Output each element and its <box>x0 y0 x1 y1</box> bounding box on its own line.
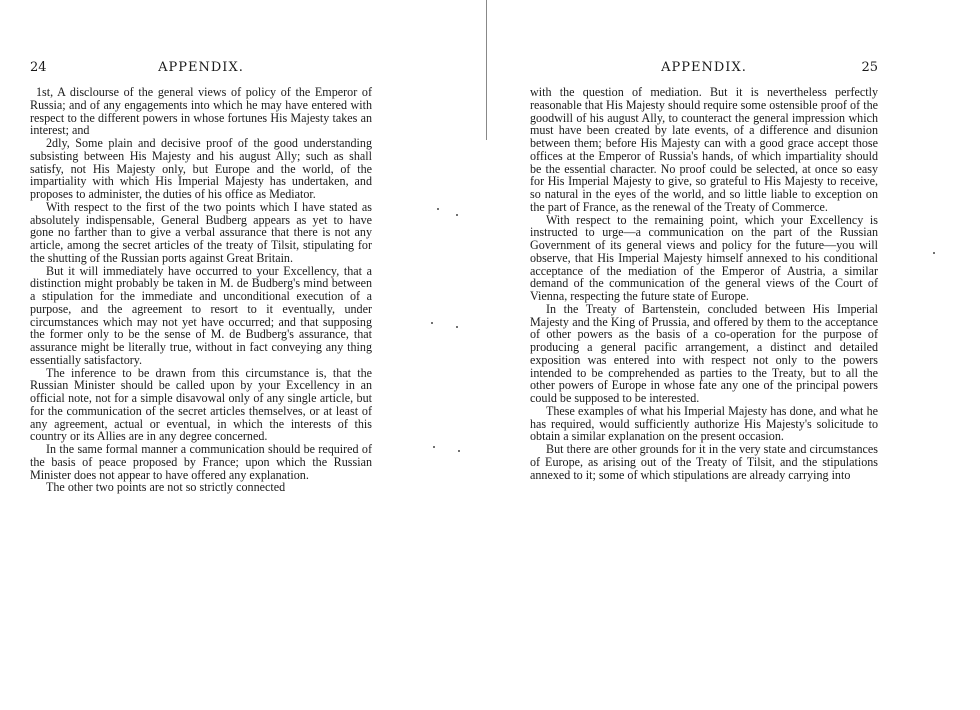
running-head: APPENDIX. <box>661 60 747 75</box>
paragraph: With respect to the first of the two points which I have stated as absolutely indispensable, General Budberg appears as yet to have gone no farther than to give a verbal assurance that there is not any article, among the secret articles of the treaty of Tilsit, stipulating for the shutting of the Russian ports against Great Britain. <box>30 199 372 265</box>
paragraph: The inference to be drawn from this circumstance is, that the Russian Minister should be called upon by your Excellency in an official note, not for a simple disavowal only of any single article, but for the communication of the secret articles themselves, or at least of any agreement, actual or eventual, in which the interests of this country or its Allies are in any degree concerned. <box>30 365 372 444</box>
paragraph: These examples of what his Imperial Majesty has done, and what he has required, would sufficiently authorize His Majesty's solicitude to obtain a similar explanation on the present occasion. <box>530 403 878 444</box>
paragraph: with the question of mediation. But it is nevertheless perfectly reasonable that His Majesty should require some ostensible proof of the goodwill of his august Ally, to counteract the general impression which must have been created by late events, of a difference and disunion between them; before His Majesty can with a good grace accept those offices at the Emperor of Russia's hands, of which impartiality should be the essential character. No proof could be selected, at once so easy for His Imperial Majesty to give, so grateful to His Majesty to receive, so natural in the eyes of the world, and so little liable to exception on the part of France, as the renewal of the Treaty of Commerce. <box>530 85 878 214</box>
paragraph: With respect to the remaining point, which your Excellency is instructed to urge—a communication on the part of the Russian Government of its general views and policy for the future—you will observe, that His Imperial Majesty himself annexed to his conditional acceptance of the mediation of the Emperor of Austria, a similar demand of the communication of the general views of the Court of Vienna, respecting the future state of Europe. <box>530 212 878 303</box>
print-speck <box>456 214 458 216</box>
page-header <box>30 60 372 86</box>
paragraph: In the Treaty of Bartenstein, concluded between His Imperial Majesty and the King of Prussia, and offered by them to the acceptance of other powers as the basis of a co-operation for the purpose of producing a general pacific arrangement, a distinct and detailed exposition was entered into with respect not only to the powers intended to be comprehended as parties to the Treaty, but to all the other powers of Europe in whose fate any one of the principal powers could be supposed to be interested. <box>530 301 878 405</box>
paragraph: But there are other grounds for it in the very state and circumstances of Europe, as arising out of the Treaty of Tilsit, and the stipulations annexed to it; some of which stipulations are already carrying into <box>530 442 878 482</box>
page-body <box>530 86 878 481</box>
page-number: 25 <box>861 60 878 75</box>
paragraph: In the same formal manner a communication should be required of the basis of peace proposed by France; upon which the Russian Minister does not appear to have offered any explanation. <box>30 442 372 482</box>
paragraph: The other two points are not so strictly connected <box>46 480 286 495</box>
left-page <box>30 60 372 494</box>
page-number: 24 <box>30 60 47 75</box>
paragraph: But it will immediately have occurred to your Excellency, that a distinction might probably be taken in M. de Budberg's mind between a stipulation for the immediate and unconditional execution of a purpose, and the agreement to resort to it eventually, under circumstances which may not yet have occurred; and that supposing the former only to be the sense of M. de Budberg's assurance, that assurance might be literally true, without in fact conveying any thing essentially satisfactory. <box>30 263 372 367</box>
print-speck <box>933 252 935 254</box>
page-header <box>530 60 878 86</box>
right-page <box>530 60 878 481</box>
print-speck <box>458 450 460 452</box>
running-head: APPENDIX. <box>158 60 244 75</box>
paragraph: 2dly, Some plain and decisive proof of the good understanding subsisting between His Majesty and his august Ally; such as shall satisfy, not His Majesty only, but Europe and the world, of the impartiality with which His Imperial Majesty has undertaken, and proposes to administer, the duties of his office as Mediator. <box>30 136 372 201</box>
paragraph: 1st, A disclourse of the general views of policy of the Emperor of Russia; and of any engagements into which he may have entered with respect to the different powers in whose fortunes His Majesty takes an interest; and <box>30 85 372 138</box>
print-speck <box>433 446 435 448</box>
print-speck <box>431 322 433 324</box>
print-speck <box>456 326 458 328</box>
print-speck <box>437 208 439 210</box>
page-body <box>30 86 372 494</box>
page-gutter <box>486 0 487 140</box>
